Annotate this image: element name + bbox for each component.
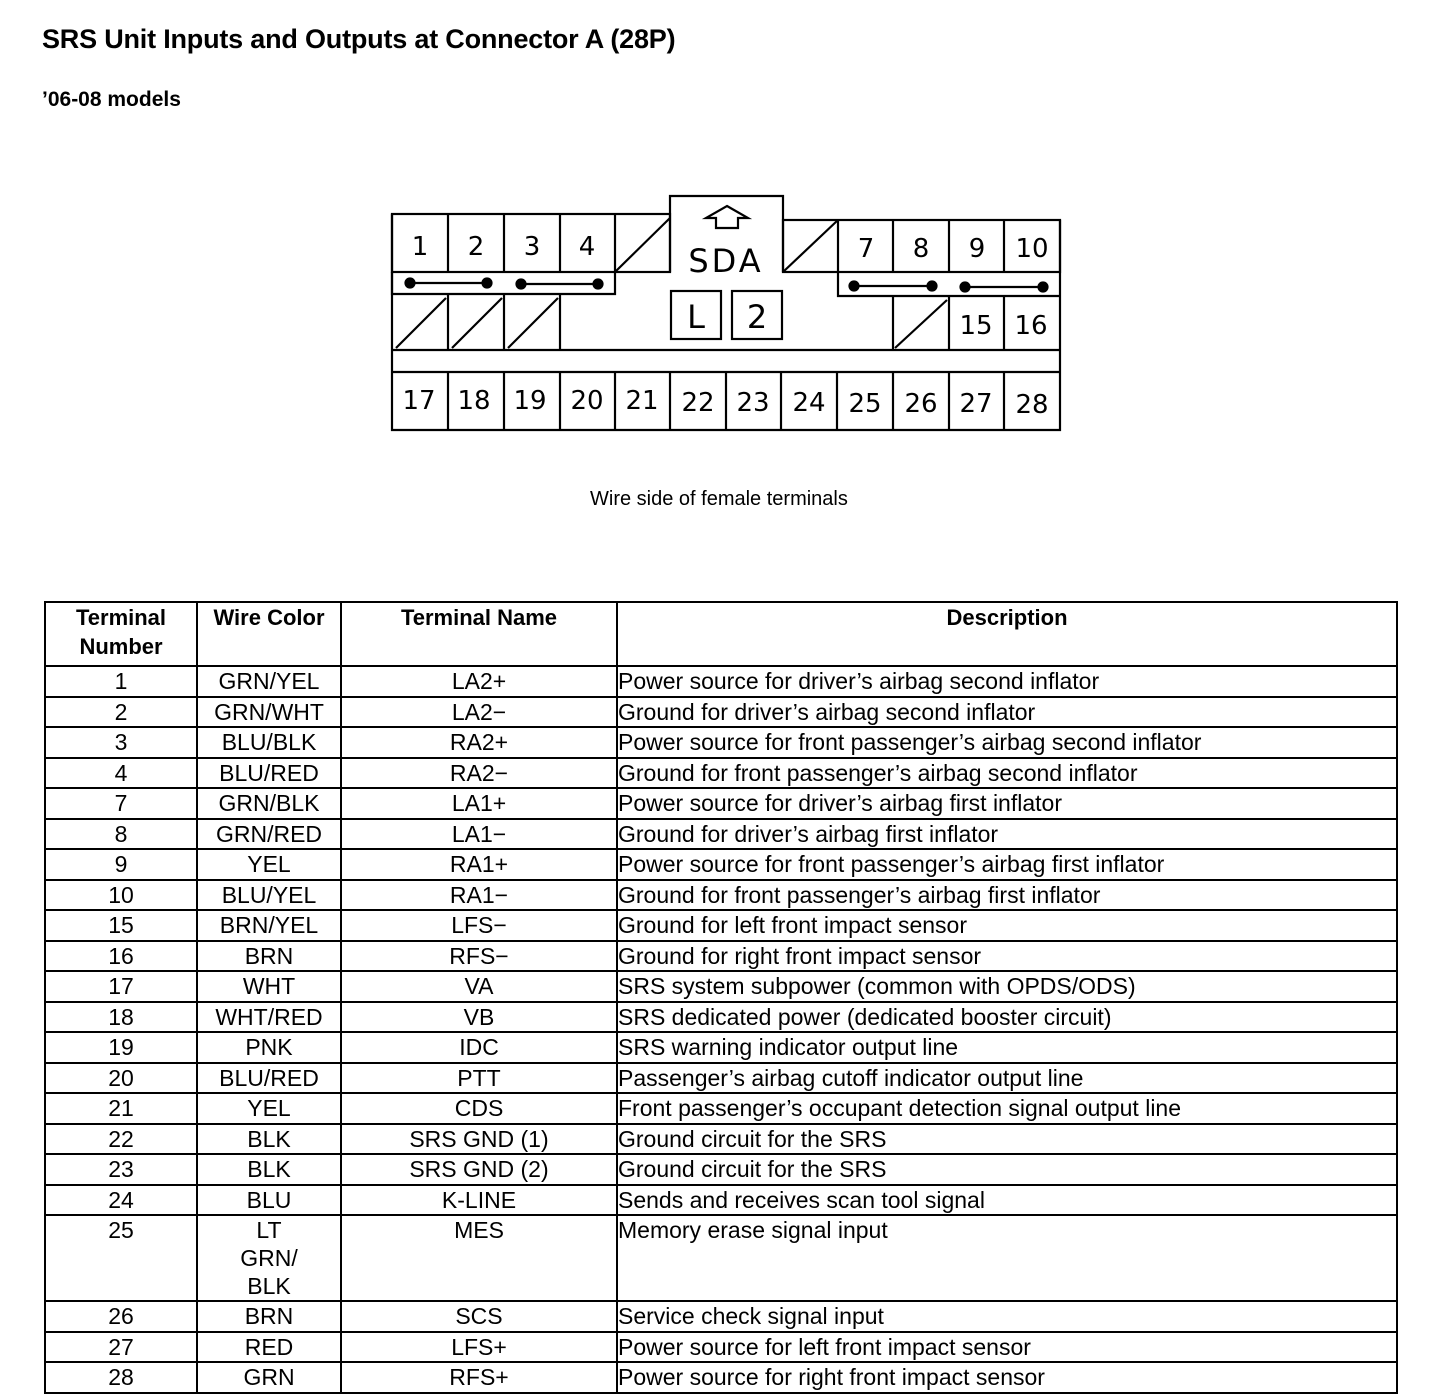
terminal-label: 4 bbox=[578, 232, 596, 262]
table-row bbox=[45, 1032, 1397, 1063]
wire-color-cell: GRN bbox=[197, 1362, 341, 1393]
wire-color-cell: WHT/RED bbox=[197, 1002, 341, 1033]
terminal-name-cell: SRS GND (1) bbox=[341, 1124, 617, 1155]
wire-color-cell: PNK bbox=[197, 1032, 341, 1063]
description-cell: SRS system subpower (common with OPDS/ODS) bbox=[617, 971, 1397, 1002]
terminal-name-cell: LFS− bbox=[341, 910, 617, 941]
table-row bbox=[45, 1093, 1397, 1124]
terminal-label: 2 bbox=[467, 232, 485, 262]
terminal-number-cell: 21 bbox=[45, 1093, 197, 1124]
wire-color-cell: BRN bbox=[197, 1301, 341, 1332]
wire-color-cell: YEL bbox=[197, 1093, 341, 1124]
wire-color-cell: YEL bbox=[197, 849, 341, 880]
description-cell: Ground for right front impact sensor bbox=[617, 941, 1397, 972]
description-cell: Service check signal input bbox=[617, 1301, 1397, 1332]
table-row bbox=[45, 880, 1397, 911]
terminal-number-cell: 3 bbox=[45, 727, 197, 758]
table-row bbox=[45, 1185, 1397, 1216]
terminal-label: 7 bbox=[857, 234, 875, 264]
terminal-number-cell: 2 bbox=[45, 697, 197, 728]
connector-diagram bbox=[0, 0, 1440, 480]
table-header-row bbox=[45, 602, 1397, 666]
terminal-name-cell: LA1+ bbox=[341, 788, 617, 819]
terminal-label: 9 bbox=[968, 234, 986, 264]
wire-color-cell: BLU bbox=[197, 1185, 341, 1216]
terminal-name-cell: RA2− bbox=[341, 758, 617, 789]
wire-color-cell: BRN bbox=[197, 941, 341, 972]
description-cell: Power source for front passenger’s airbag first inflator bbox=[617, 849, 1397, 880]
wire-color-cell: BLK bbox=[197, 1154, 341, 1185]
terminal-name-cell: IDC bbox=[341, 1032, 617, 1063]
description-cell: Power source for right front impact sensor bbox=[617, 1362, 1397, 1393]
wire-color-cell: WHT bbox=[197, 971, 341, 1002]
terminal-number-cell: 7 bbox=[45, 788, 197, 819]
terminal-number-cell: 15 bbox=[45, 910, 197, 941]
terminal-name-cell: SRS GND (2) bbox=[341, 1154, 617, 1185]
terminal-number-cell: 18 bbox=[45, 1002, 197, 1033]
wire-color-cell: GRN/WHT bbox=[197, 697, 341, 728]
terminal-label: 22 bbox=[681, 388, 715, 418]
terminal-name-cell: K-LINE bbox=[341, 1185, 617, 1216]
table-row bbox=[45, 758, 1397, 789]
terminal-number-cell: 27 bbox=[45, 1332, 197, 1363]
terminal-name-cell: VA bbox=[341, 971, 617, 1002]
terminal-name-cell: RA1− bbox=[341, 880, 617, 911]
table-row bbox=[45, 1362, 1397, 1393]
terminal-number-cell: 24 bbox=[45, 1185, 197, 1216]
page-title: SRS Unit Inputs and Outputs at Connector A (28P) bbox=[42, 24, 676, 54]
terminal-label: 21 bbox=[625, 386, 659, 416]
terminal-label: 16 bbox=[1014, 311, 1048, 341]
terminal-label: 8 bbox=[912, 234, 930, 264]
wire-color-cell: BLU/YEL bbox=[197, 880, 341, 911]
connector-sda-label: SDA bbox=[688, 242, 764, 280]
terminal-label: 26 bbox=[904, 389, 938, 419]
table-row bbox=[45, 1332, 1397, 1363]
description-cell: Power source for driver’s airbag second inflator bbox=[617, 666, 1397, 697]
description-cell: Ground for front passenger’s airbag second inflator bbox=[617, 758, 1397, 789]
terminal-label: 19 bbox=[513, 386, 547, 416]
header-terminal-name: Terminal Name bbox=[341, 602, 617, 666]
wire-color-cell: BLK bbox=[197, 1124, 341, 1155]
description-cell: Memory erase signal input bbox=[617, 1215, 1397, 1301]
terminal-name-cell: MES bbox=[341, 1215, 617, 1301]
terminal-number-cell: 22 bbox=[45, 1124, 197, 1155]
terminal-number-cell: 25 bbox=[45, 1215, 197, 1301]
header-description: Description bbox=[617, 602, 1397, 666]
model-years-subtitle: ’06-08 models bbox=[42, 88, 181, 111]
table-row bbox=[45, 1215, 1397, 1301]
terminal-table bbox=[44, 601, 1398, 1394]
terminal-name-cell: CDS bbox=[341, 1093, 617, 1124]
terminal-number-cell: 26 bbox=[45, 1301, 197, 1332]
wire-color-cell: GRN/RED bbox=[197, 819, 341, 850]
terminal-number-cell: 9 bbox=[45, 849, 197, 880]
description-cell: Power source for left front impact sensor bbox=[617, 1332, 1397, 1363]
header-terminal-line2: Number bbox=[79, 634, 163, 659]
terminal-label: 18 bbox=[457, 386, 491, 416]
terminal-label: 15 bbox=[959, 311, 993, 341]
wire-color-cell: BLU/BLK bbox=[197, 727, 341, 758]
table-row bbox=[45, 971, 1397, 1002]
connector-key-left: L bbox=[687, 298, 705, 336]
terminal-number-cell: 16 bbox=[45, 941, 197, 972]
terminal-label: 20 bbox=[570, 386, 604, 416]
wire-color-cell: GRN/YEL bbox=[197, 666, 341, 697]
terminal-number-cell: 17 bbox=[45, 971, 197, 1002]
terminal-name-cell: LA2+ bbox=[341, 666, 617, 697]
terminal-name-cell: PTT bbox=[341, 1063, 617, 1094]
terminal-label: 3 bbox=[523, 232, 541, 262]
table-row bbox=[45, 666, 1397, 697]
terminal-name-cell: LA2− bbox=[341, 697, 617, 728]
description-cell: SRS dedicated power (dedicated booster circuit) bbox=[617, 1002, 1397, 1033]
description-cell: Ground for front passenger’s airbag first inflator bbox=[617, 880, 1397, 911]
terminal-number-cell: 1 bbox=[45, 666, 197, 697]
terminal-name-cell: SCS bbox=[341, 1301, 617, 1332]
table-row bbox=[45, 1002, 1397, 1033]
description-cell: Ground circuit for the SRS bbox=[617, 1154, 1397, 1185]
description-cell: Power source for front passenger’s airbag second inflator bbox=[617, 727, 1397, 758]
connector-key-right: 2 bbox=[746, 298, 768, 336]
description-cell: Ground for driver’s airbag first inflator bbox=[617, 819, 1397, 850]
terminal-number-cell: 4 bbox=[45, 758, 197, 789]
description-cell: Ground circuit for the SRS bbox=[617, 1124, 1397, 1155]
terminal-name-cell: LFS+ bbox=[341, 1332, 617, 1363]
terminal-label: 28 bbox=[1015, 390, 1049, 420]
table-row bbox=[45, 788, 1397, 819]
terminal-name-cell: RA2+ bbox=[341, 727, 617, 758]
wire-color-cell: BRN/YEL bbox=[197, 910, 341, 941]
table-row bbox=[45, 941, 1397, 972]
table-row bbox=[45, 910, 1397, 941]
description-cell: Ground for driver’s airbag second inflator bbox=[617, 697, 1397, 728]
description-cell: Power source for driver’s airbag first inflator bbox=[617, 788, 1397, 819]
wire-color-cell: GRN/BLK bbox=[197, 788, 341, 819]
description-cell: Passenger’s airbag cutoff indicator output line bbox=[617, 1063, 1397, 1094]
connector-caption: Wire side of female terminals bbox=[590, 488, 848, 510]
wire-color-cell: LT GRN/ BLK bbox=[197, 1215, 341, 1301]
terminal-label: 23 bbox=[736, 388, 770, 418]
terminal-number-cell: 28 bbox=[45, 1362, 197, 1393]
description-cell: Ground for left front impact sensor bbox=[617, 910, 1397, 941]
terminal-number-cell: 8 bbox=[45, 819, 197, 850]
table-row bbox=[45, 1063, 1397, 1094]
terminal-label: 27 bbox=[959, 389, 993, 419]
terminal-name-cell: RFS+ bbox=[341, 1362, 617, 1393]
terminal-label: 17 bbox=[402, 386, 436, 416]
terminal-number-cell: 19 bbox=[45, 1032, 197, 1063]
table-row bbox=[45, 1154, 1397, 1185]
terminal-label: 1 bbox=[411, 232, 429, 262]
description-cell: SRS warning indicator output line bbox=[617, 1032, 1397, 1063]
terminal-number-cell: 20 bbox=[45, 1063, 197, 1094]
header-wire-color: Wire Color bbox=[197, 602, 341, 666]
table-row bbox=[45, 1301, 1397, 1332]
table-row bbox=[45, 819, 1397, 850]
table-row bbox=[45, 727, 1397, 758]
terminal-name-cell: RFS− bbox=[341, 941, 617, 972]
terminal-name-cell: VB bbox=[341, 1002, 617, 1033]
terminal-number-cell: 10 bbox=[45, 880, 197, 911]
terminal-name-cell: LA1− bbox=[341, 819, 617, 850]
terminal-number-cell: 23 bbox=[45, 1154, 197, 1185]
terminal-name-cell: RA1+ bbox=[341, 849, 617, 880]
table-row bbox=[45, 849, 1397, 880]
header-terminal-number bbox=[45, 602, 197, 666]
wire-color-cell: BLU/RED bbox=[197, 1063, 341, 1094]
table-row bbox=[45, 697, 1397, 728]
description-cell: Sends and receives scan tool signal bbox=[617, 1185, 1397, 1216]
description-cell: Front passenger’s occupant detection signal output line bbox=[617, 1093, 1397, 1124]
wire-color-cell: BLU/RED bbox=[197, 758, 341, 789]
terminal-label: 10 bbox=[1015, 234, 1049, 264]
terminal-label: 24 bbox=[792, 388, 826, 418]
wire-color-cell: RED bbox=[197, 1332, 341, 1363]
header-terminal-line1: Terminal bbox=[75, 605, 167, 630]
terminal-label: 25 bbox=[848, 389, 882, 419]
table-row bbox=[45, 1124, 1397, 1155]
